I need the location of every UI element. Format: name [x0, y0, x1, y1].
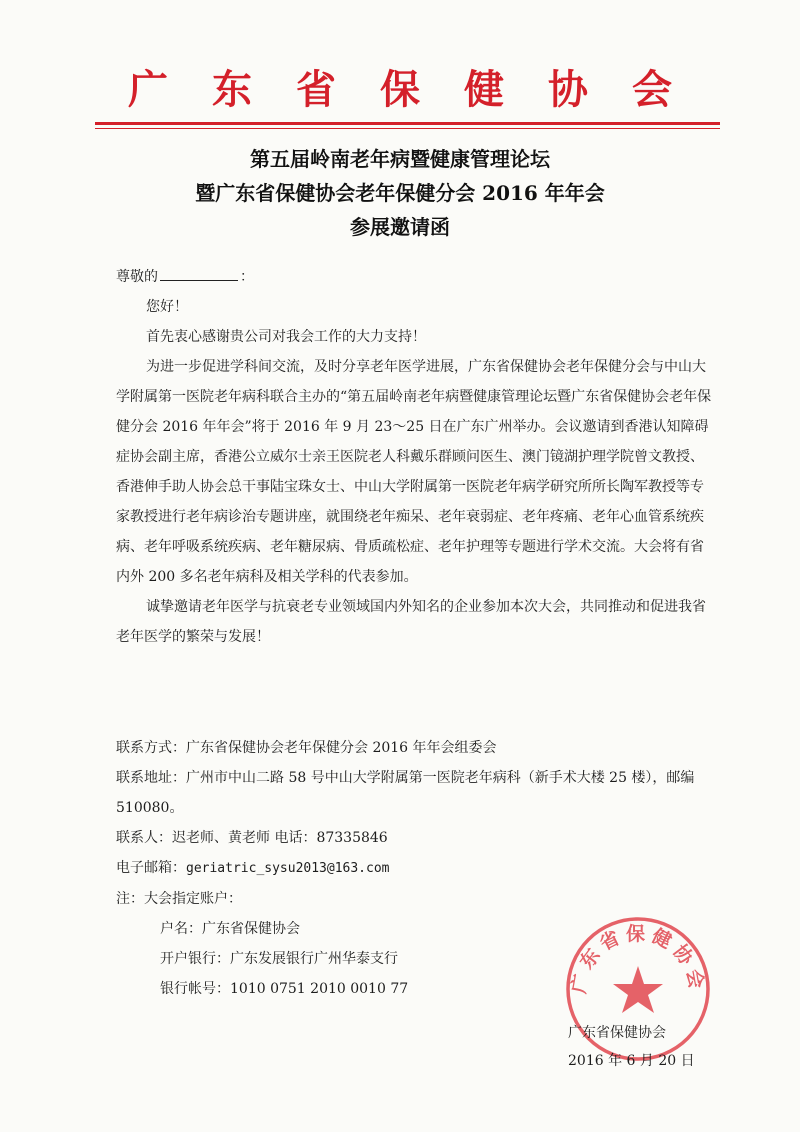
title-line-1: 第五届岭南老年病暨健康管理论坛: [250, 147, 550, 171]
contact-email-label: 电子邮箱：: [116, 860, 186, 876]
contact-email: [116, 853, 716, 884]
svg-text:广东省保健协会: 广东省保健协会: [567, 922, 709, 996]
account-bank-label: 开户银行：: [160, 951, 230, 967]
contact-address: [116, 763, 716, 823]
account-number-label: 银行帐号：: [160, 981, 230, 997]
account-note: 注：大会指定账户：: [116, 891, 242, 907]
contact-method-label: 联系方式：: [116, 740, 186, 756]
letterhead-org-name: 广东省保健协会: [128, 66, 716, 113]
account-bank-value: 广东发展银行广州华泰支行: [230, 951, 398, 967]
contact-method: [116, 733, 716, 763]
account-name-label: 户名：: [160, 921, 202, 937]
salutation-suffix: ：: [240, 269, 254, 285]
contact-person-label: 联系人：: [116, 830, 172, 846]
recipient-blank: [160, 264, 238, 281]
salutation: [116, 262, 716, 292]
contact-email-value[interactable]: geriatric_sysu2013@163.com: [186, 861, 390, 876]
document-title: [0, 142, 800, 244]
letterhead-rule-thin: [95, 128, 720, 129]
contact-address-value: 广州市中山二路 58 号中山大学附属第一医院老年病科（新手术大楼 25 楼），邮编 510080。: [116, 770, 695, 816]
account-number-value: 1010 0751 2010 0010 77: [230, 981, 409, 997]
letter-body: [116, 262, 716, 652]
signature-date: 2016 年 6 月 20 日: [568, 1053, 695, 1069]
contact-person: [116, 823, 716, 853]
paragraph-invitation: 诚挚邀请老年医学与抗衰老专业领域国内外知名的企业参加本次大会，共同推动和促进我省老年医学的繁荣与发展！: [116, 599, 706, 645]
account-name-value: 广东省保健协会: [202, 921, 300, 937]
salutation-prefix: 尊敬的: [116, 269, 158, 285]
paragraph-conference-details: 为进一步促进学科间交流，及时分享老年医学进展，广东省保健协会老年保健分会与中山大学附属第一医院老年病科联合主办的“第五届岭南老年病暨健康管理论坛暨广东省保健协会老年保健分会 2016 年年会”将于 2016 年 9 月 23～25 日在广东广州举办。会议邀请到香港认知障碍症协会副主席，香港公立威尔士亲王医院老人科戴乐群顾问医生、澳门镜湖护理学院曾文教授、香港伸手助人协会总干事陆宝珠女士、中山大学附属第一医院老年病学研究所所长陶军教授等专家教授进行老年病诊治专题讲座，就围绕老年痴呆、老年衰弱症、老年疼痛、老年心血管系统疾病、老年呼吸系统疾病、老年糖尿病、骨质疏松症、老年护理等专题进行学术交流。大会将有省内外 200 多名老年病科及相关学科的代表参加。: [116, 359, 712, 585]
signature-org: 广东省保健协会: [568, 1025, 666, 1041]
contact-method-value: 广东省保健协会老年保健分会 2016 年年会组委会: [186, 740, 497, 756]
contact-address-label: 联系地址：: [116, 770, 186, 786]
contact-person-value: 迟老师、黄老师 电话：87335846: [172, 830, 388, 846]
greeting: 您好！: [146, 299, 188, 315]
title-line-3: 参展邀请函: [350, 215, 450, 239]
letterhead-rule-thick: [95, 122, 720, 125]
title-line-2: 暨广东省保健协会老年保健分会 2016 年年会: [195, 181, 605, 205]
paragraph-thanks: 首先衷心感谢贵公司对我会工作的大力支持！: [146, 329, 426, 345]
